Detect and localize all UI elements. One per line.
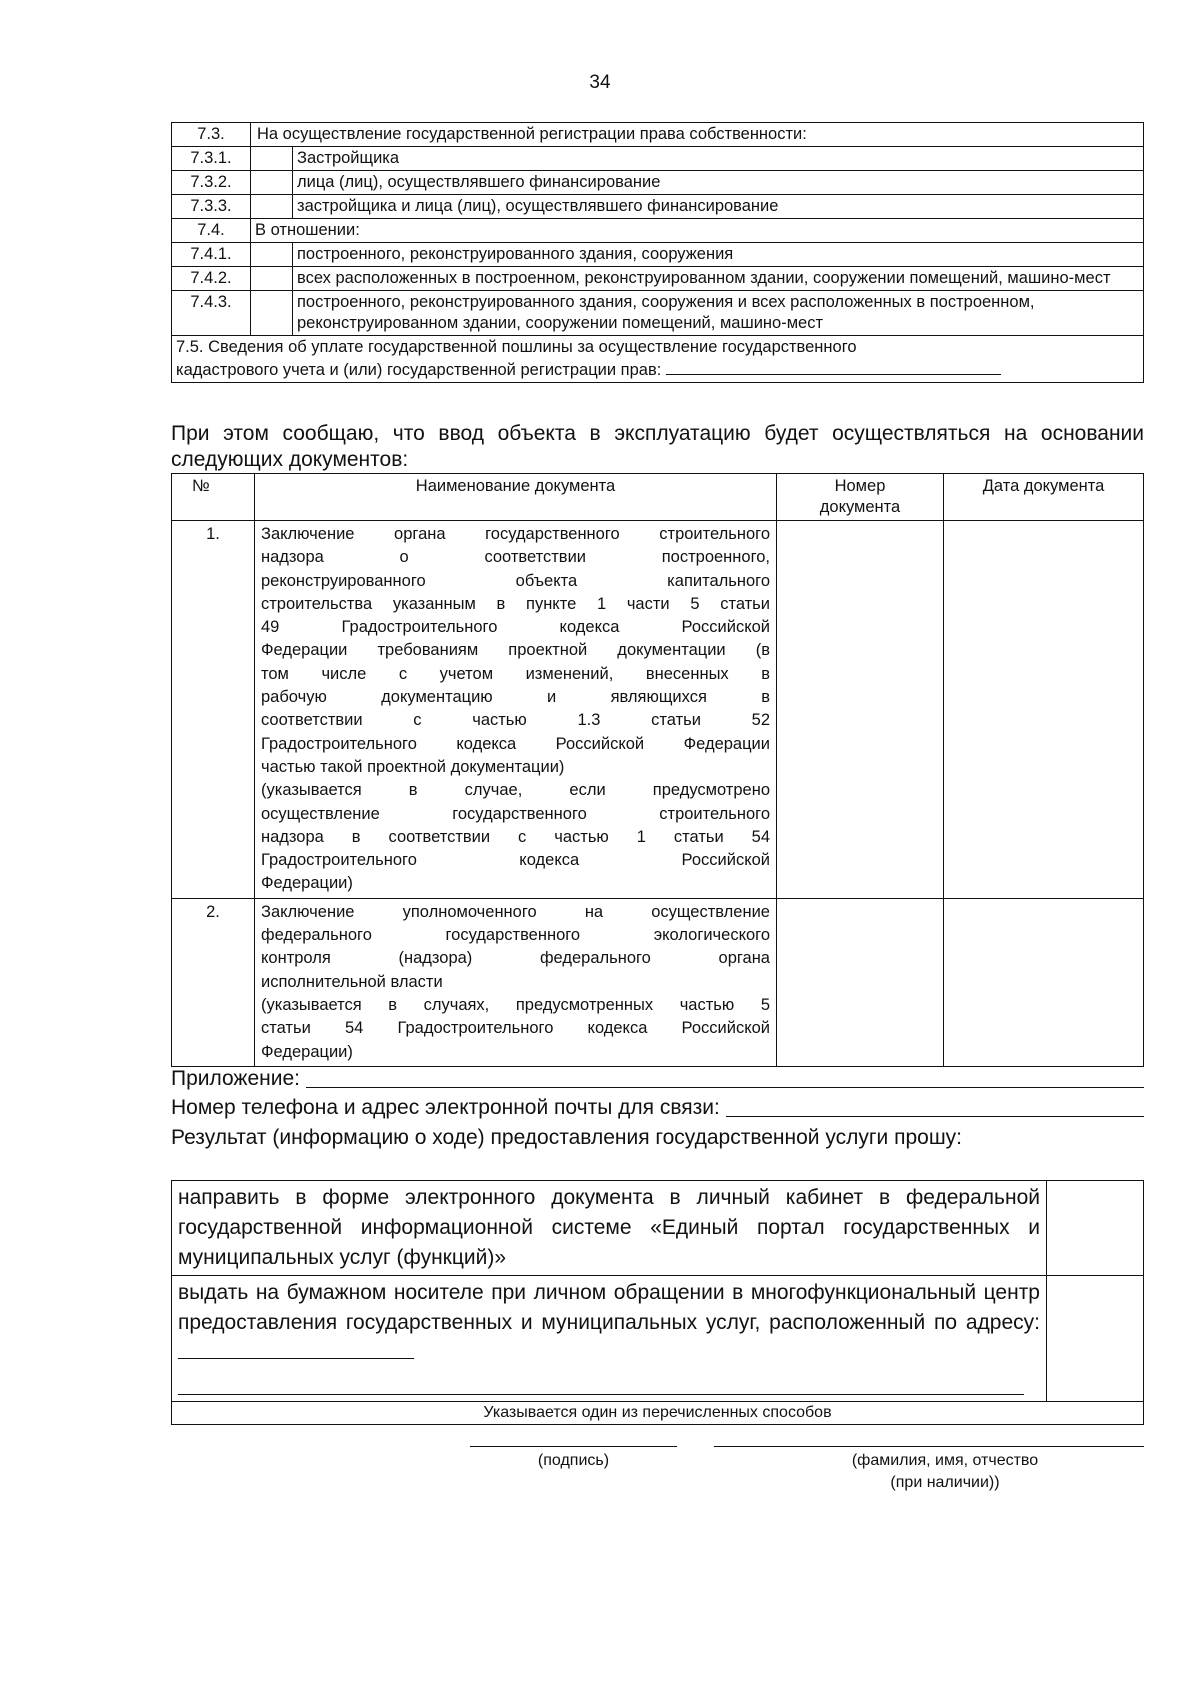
- address-input-line[interactable]: [178, 1342, 414, 1359]
- row-number: 7.3.: [172, 123, 251, 147]
- table-row: [172, 898, 1144, 1066]
- table-row: [172, 336, 1144, 383]
- row-text: Застройщика: [293, 147, 1144, 171]
- row-number: 7.4.1.: [172, 243, 251, 267]
- contact-row: [171, 1094, 1144, 1122]
- doc-name-line: Градостроительного кодекса Российской Федерации: [261, 734, 770, 753]
- row-text: построенного, реконструированного здания, сооружения: [293, 243, 1144, 267]
- doc-name-line: статьи 54 Градостроительного кодекса Российской: [261, 1019, 770, 1038]
- result-text: Результат (информацию о ходе) предоставления государственной услуги прошу:: [171, 1126, 963, 1149]
- header-number: [777, 474, 944, 521]
- doc-name-line: Федерации): [261, 874, 353, 893]
- checkbox-cell[interactable]: [251, 291, 293, 336]
- row-text: застройщика и лица (лиц), осуществлявшего финансирование: [293, 195, 1144, 219]
- doc-no: 2.: [172, 898, 255, 1066]
- checkbox-cell[interactable]: [251, 147, 293, 171]
- doc-name-line: частью такой проектной документации): [261, 757, 565, 776]
- row-text: В отношении:: [251, 219, 1144, 243]
- row-number: 7.4.2.: [172, 267, 251, 291]
- doc-name-line: контроля (надзора) федерального органа: [261, 949, 770, 968]
- row-number: 7.4.: [172, 219, 251, 243]
- header-name: Наименование документа: [255, 474, 777, 521]
- table-row: [172, 243, 1144, 267]
- documents-table: [171, 473, 1144, 1067]
- doc-name-line: осуществление государственного строительного: [261, 804, 770, 823]
- table-row: [172, 1402, 1144, 1425]
- fee-input-line[interactable]: [666, 358, 1001, 375]
- doc-name-line: Заключение органа государственного строительного: [261, 525, 770, 543]
- doc-name-line: исполнительной власти: [261, 972, 443, 991]
- table-row: [172, 123, 1144, 147]
- row-text: построенного, реконструированного здания, сооружения и всех расположенных в построенном, реконструированном здании, сооружении помещений, машино-мест: [293, 291, 1144, 336]
- doc-name-line: Заключение уполномоченного на осуществление: [261, 902, 770, 921]
- header-number-line2: документа: [819, 498, 901, 516]
- signature-caption: (подпись): [537, 1452, 610, 1469]
- checkbox-cell[interactable]: [251, 243, 293, 267]
- doc-name-cell: [255, 521, 777, 899]
- doc-name-line: федерального государственного экологического: [261, 926, 770, 945]
- header-number-line1: Номер: [834, 477, 886, 495]
- row-number: 7.4.3.: [172, 291, 251, 336]
- delivery-option-paper: выдать на бумажном носителе при личном обращении в многофункциональный центр предоставления государственных и муниципальных услуг, расположенный по адресу:: [178, 1281, 1040, 1334]
- table-row: [172, 1181, 1144, 1276]
- delivery-option-electronic: направить в форме электронного документа в личный кабинет в федеральной государственной информационной системе «Единый портал государственных и муниципальных услуг (функций)»: [172, 1181, 1047, 1276]
- page-number: 34: [589, 72, 611, 93]
- delivery-checkbox-electronic[interactable]: [1047, 1181, 1144, 1276]
- table-row: [172, 171, 1144, 195]
- row-text: лица (лиц), осуществлявшего финансирование: [293, 171, 1144, 195]
- doc-date-cell[interactable]: [944, 521, 1144, 899]
- delivery-footer: Указывается один из перечисленных способов: [172, 1402, 1144, 1425]
- full-name-caption-line1: (фамилия, имя, отчество: [851, 1452, 1039, 1469]
- fee-line-2: [176, 358, 1139, 381]
- table-row: [172, 267, 1144, 291]
- row-text: всех расположенных в построенном, реконструированном здании, сооружении помещений, машино-мест: [293, 267, 1144, 291]
- doc-name-line: надзора о соответствии построенного,: [261, 548, 770, 567]
- table-row: [172, 521, 1144, 899]
- full-name-caption-line2: (при наличии)): [890, 1474, 1000, 1491]
- fee-label: кадастрового учета и (или) государственной регистрации прав:: [176, 361, 662, 379]
- table-row: [172, 219, 1144, 243]
- doc-name-line: (указывается в случае, если предусмотрено: [261, 781, 770, 800]
- header-no: №: [172, 474, 255, 521]
- row-number: 7.3.1.: [172, 147, 251, 171]
- header-date: Дата документа: [944, 474, 1144, 521]
- doc-name-line: рабочую документацию и являющихся в: [261, 688, 770, 707]
- doc-no: 1.: [172, 521, 255, 899]
- section7-table: [171, 122, 1144, 383]
- fee-cell: [172, 336, 1144, 383]
- doc-number-cell[interactable]: [777, 521, 944, 899]
- intro-text: При этом сообщаю, что ввод объекта в эксплуатацию будет осуществляться на основании следующих документов:: [171, 422, 1144, 471]
- doc-name-line: Федерации): [261, 1042, 353, 1061]
- delivery-checkbox-paper[interactable]: [1047, 1276, 1144, 1402]
- doc-number-cell[interactable]: [777, 898, 944, 1066]
- full-name-caption: [770, 1450, 1120, 1494]
- row-number: 7.3.2.: [172, 171, 251, 195]
- full-name-line[interactable]: [714, 1446, 1144, 1447]
- checkbox-cell[interactable]: [251, 195, 293, 219]
- doc-name-line: Федерации требованиям проектной документации (в: [261, 641, 770, 660]
- doc-name-line: соответствии с частью 1.3 статьи 52: [261, 711, 770, 730]
- doc-name-line: 49 Градостроительного кодекса Российской: [261, 618, 770, 637]
- delivery-option-paper-cell: [172, 1276, 1047, 1402]
- table-row: [172, 1276, 1144, 1402]
- checkbox-cell[interactable]: [251, 171, 293, 195]
- contact-input-line[interactable]: [726, 1115, 1144, 1117]
- doc-name-cell: [255, 898, 777, 1066]
- fee-line-1: 7.5. Сведения об уплате государственной пошлины за осуществление государственного: [176, 338, 857, 356]
- doc-name-line: (указывается в случаях, предусмотренных частью 5: [261, 995, 770, 1014]
- doc-name-line: Градостроительного кодекса Российской: [261, 851, 770, 870]
- doc-date-cell[interactable]: [944, 898, 1144, 1066]
- table-row: [172, 291, 1144, 336]
- doc-name-line: реконструированного объекта капитального: [261, 571, 770, 590]
- row-number: 7.3.3.: [172, 195, 251, 219]
- attachment-row: [171, 1065, 1144, 1093]
- signature-line[interactable]: [470, 1446, 677, 1447]
- attachment-label: Приложение:: [171, 1067, 301, 1090]
- doc-name-line: строительства указанным в пункте 1 части 5 статьи: [261, 594, 770, 613]
- table-row: [172, 195, 1144, 219]
- delivery-table: [171, 1180, 1144, 1425]
- table-row: [172, 147, 1144, 171]
- row-text: На осуществление государственной регистрации права собственности:: [251, 123, 1144, 147]
- contact-label: Номер телефона и адрес электронной почты для связи:: [171, 1096, 720, 1119]
- checkbox-cell[interactable]: [251, 267, 293, 291]
- doc-name-line: надзора в соответствии с частью 1 статьи 54: [261, 827, 770, 846]
- doc-name-line: том числе с учетом изменений, внесенных в: [261, 664, 770, 683]
- table-header-row: [172, 474, 1144, 521]
- delivery-option-paper-text: [178, 1278, 1040, 1368]
- address-input-line-2[interactable]: [178, 1372, 1024, 1395]
- attachment-input-line[interactable]: [306, 1086, 1144, 1088]
